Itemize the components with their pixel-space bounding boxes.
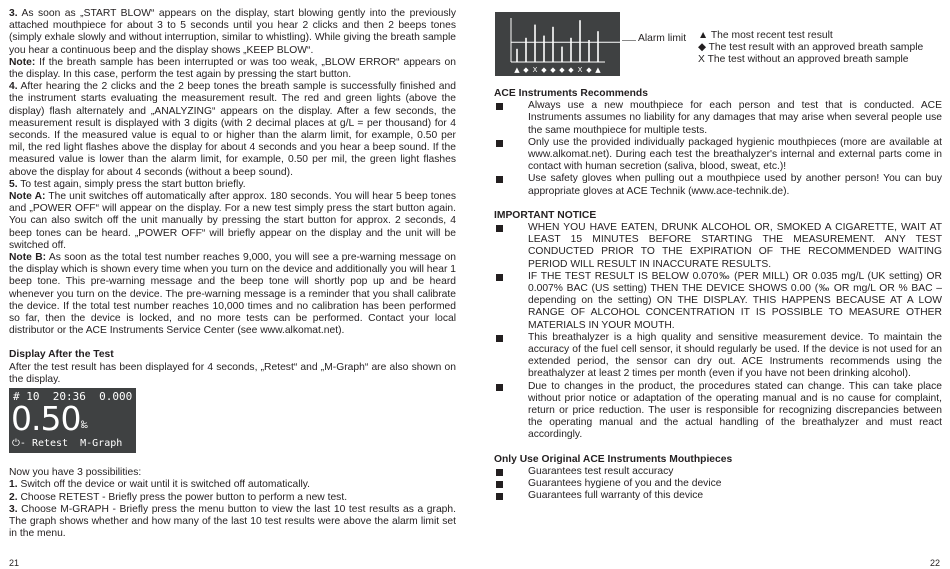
right-page [494, 6, 942, 503]
step-3: 3. As soon as „START BLOW“ appears on the display, start blowing gently into the previously attached mouthpiece for about 3 to 5 seconds until you hear 2 clicks and then 2 beeps tones (simply exhale slowly and without interruption, similar to whistling). While giving the breath sample you hear a continuous beep and the display shows „KEEP BLOW“. [9, 8, 456, 56]
graph-legend [698, 30, 923, 67]
list-item: Due to changes in the product, the procedures stated can change. This can take place without prior notice or adaptation of the operating manual and is no cause for complaint, return or price reduction. The user is responsible for recognizing discrepancies between the operating manual and the actual handling of the breathalyzer and must react accordingly. [494, 381, 942, 442]
list-item: Guarantees full warranty of this device [494, 490, 942, 502]
note-a: Note A: The unit switches off automatically after approx. 180 seconds. You will hear 5 beep tones and „POWER OFF“ will appear on the display. For a new test simply press the start button again. You can also switch off the unit manually by pressing the start button for approx. 2 seconds, 4 beep tones can be heard. „POWER OFF“ will briefly appear on the display and the unit will be switched off. [9, 191, 456, 251]
list-item: This breathalyzer is a high quality and sensitive measurement device. To maintain the accuracy of the fuel cell sensor, it should regularly be used. If the device is not used for an extended period, the sensor can dry out. ACE Instruments recommends using the breathalyzer at least 2 times per month (even if you have not been drinking alcohol). [494, 332, 942, 381]
lcd-unit: ‰ [81, 418, 88, 432]
possibility-2: 2. Choose RETEST - Briefly press the power button to perform a new test. [9, 491, 348, 503]
cross-icon: X [698, 54, 705, 66]
alarm-limit-label: Alarm limit [638, 33, 687, 44]
graph-result-marker: ◆ [586, 66, 592, 74]
bullet-square-icon [496, 384, 503, 391]
page-number-left: 21 [9, 558, 20, 568]
graph-result-marker: ◆ [568, 66, 574, 74]
graph-result-marker: ◆ [523, 66, 529, 74]
bullet-square-icon [496, 140, 503, 147]
graph-result-marker: ◆ [541, 66, 547, 74]
display-after-test-text: After the test result has been displayed for 4 seconds, „Retest“ and „M-Graph“ are also shown on the display. [9, 361, 456, 385]
important-notice-heading: IMPORTANT NOTICE [494, 209, 597, 221]
list-item: Always use a new mouthpiece for each person and test that is conducted. ACE Instruments assumes no liability for any damages that may arise when several people use the same mouthpiece for multiple tests. [494, 100, 942, 137]
list-item: Guarantees test result accuracy [494, 466, 942, 478]
alarm-limit-leader-line [622, 40, 636, 41]
bullet-square-icon [496, 481, 503, 488]
note: Note: If the breath sample has been interrupted or was too weak, „BLOW ERROR“ appears on the display. In this case, perform the test again by pressing the start button. [9, 56, 456, 81]
lcd-display-illustration [9, 388, 136, 453]
legend-item: X The test without an approved breath sample [698, 54, 909, 66]
bullet-square-icon [496, 335, 503, 342]
graph-result-marker: ▲ [595, 66, 601, 74]
possibility-3: 3. Choose M-GRAPH - Briefly press the menu button to view the last 10 test results as a graph. The graph shows whether and how many of the last 10 test results were above the alarm limit set in the menu. [9, 503, 456, 540]
recommends-list [494, 100, 942, 198]
left-page [9, 8, 456, 540]
bullet-square-icon [496, 225, 503, 232]
possibilities-intro: Now you have 3 possibilities: [9, 467, 142, 479]
m-graph-figure [494, 6, 942, 78]
list-item: Use safety gloves when pulling out a mouthpiece used by another person! You can buy appropriate gloves at ACE Technik (www.ace-technik.de). [494, 173, 942, 197]
important-notice-list [494, 222, 942, 442]
m-graph-illustration [495, 12, 620, 76]
lcd-status-line: # 10 20:36 0.000 [13, 390, 133, 404]
original-mouthpieces-heading: Only Use Original ACE Instruments Mouthpieces [494, 453, 733, 465]
note-b: Note B: As soon as the total test number reaches 9,000, you will see a pre-warning message on the display which is shown every time when you turn on the device and additionally you will hear 1 beep tone. This pre-warning message and the beep tone will shortly pop up and be heard whenever you turn on the device. The pre-warning message is a reminder that you shall calibrate the device. If the total test number reaches 10,000 times and no calibration has been performed so far, then the device is locked, and no more tests can be performed. Contact your local distributor or the ACE Instruments Service Center (see www.alkomat.net). [9, 252, 457, 337]
recommends-heading: ACE Instruments Recommends [494, 88, 648, 99]
original-mouthpieces-list [494, 466, 942, 503]
display-after-test-heading: Display After the Test [9, 349, 114, 361]
list-item: WHEN YOU HAVE EATEN, DRUNK ALCOHOL OR, SMOKED A CIGARETTE, WAIT AT LEAST 15 MINUTES BEFORE STARTING THE MEASUREMENT. ANY TEST CONDUCTED PRIOR TO THE EXPIRATION OF THE RECOMMENDED WAITING PERIOD WILL RESULT IN INACCURATE RESULTS. [494, 222, 942, 271]
possibility-1: 1. Switch off the device or wait until it is switched off automatically. [9, 479, 311, 491]
legend-item: ◆ The test result with an approved breath sample [698, 42, 924, 54]
list-item: Guarantees hygiene of you and the device [494, 478, 942, 490]
graph-result-marker: ◆ [559, 66, 565, 74]
bullet-square-icon [496, 493, 503, 500]
bullet-square-icon [496, 176, 503, 183]
bullet-square-icon [496, 274, 503, 281]
diamond-icon: ◆ [698, 42, 706, 54]
graph-result-marker: ◆ [550, 66, 556, 74]
graph-result-marker: X [532, 66, 538, 74]
triangle-icon: ▲ [698, 30, 709, 41]
step-5: 5. To test again, simply press the start button briefly. [9, 178, 246, 190]
list-item: Only use the provided individually packaged hygienic mouthpieces (more are available at www.alkomat.net). During each test the breathalyzer's internal and external parts come in contact with human secretion (saliva, blood, sweat, etc.)! [494, 137, 942, 174]
graph-result-marker: X [577, 66, 583, 74]
page-number-right: 22 [930, 558, 941, 568]
bullet-square-icon [496, 469, 503, 476]
lcd-result-value: 0.50 [11, 399, 81, 439]
step-4: 4. After hearing the 2 clicks and the 2 beep tones the breath sample is successfully finished and the instrument starts evaluating the measurement result. The red and green lights (above the display) flash alternately and „ANALYZING“ appears on the display. After a few seconds, the measurement result is displayed with 3 digits (with 2 decimal places at g/L = per thousand) for 4 seconds. If the measured value is equal to or higher than the alarm limit, for example, 0.50 per mil, the red light flashes above the display for about 4 seconds and you hear a beep sound. If the measured value is lower than the alarm limit, for example, 0.50 per mil, the green light flashes above the display for about 4 seconds (without a beep sound). [9, 81, 456, 178]
graph-result-marker: ▲ [514, 66, 520, 74]
bullet-square-icon [496, 103, 503, 110]
legend-item: ▲ The most recent test result [698, 30, 833, 41]
list-item: IF THE TEST RESULT IS BELOW 0.070‰ (PER MILL) OR 0.035 mg/L (UK setting) OR 0.007% BAC (US setting) THEN THE DEVICE SHOWS 0.00 (‰ OR mg/L OR % BAC – depending on the setting) ON THE DISPLAY. THIS HAPPENS BECAUSE AT A LOW RANGE OF ALCOHOL CONCENTRATION IT IS POSSIBLE TO MEASURE OTHER MATERIALS IN YOUR MOUTH. [494, 271, 942, 332]
lcd-menu-line: ⏻- Retest M-Graph [12, 438, 123, 450]
